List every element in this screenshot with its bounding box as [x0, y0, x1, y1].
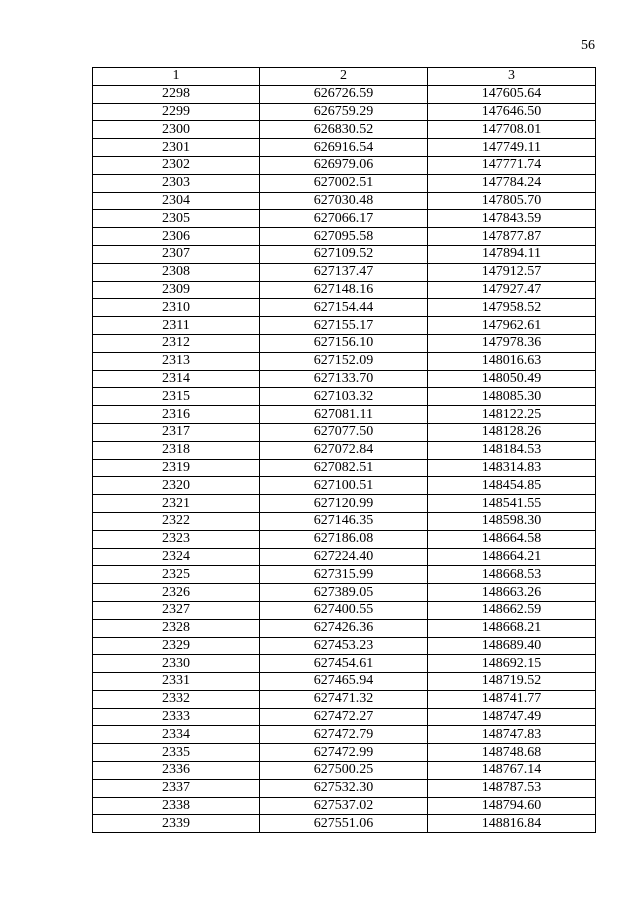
point-number-cell: 2319: [93, 459, 260, 477]
point-number-cell: 2315: [93, 388, 260, 406]
point-number-cell: 2305: [93, 210, 260, 228]
point-number-cell: 2333: [93, 708, 260, 726]
table-row: [93, 174, 596, 192]
table-row: [93, 762, 596, 780]
x-coordinate-cell: 627095.58: [260, 228, 428, 246]
table-row: [93, 815, 596, 833]
x-coordinate-cell: 627471.32: [260, 690, 428, 708]
x-coordinate-cell: 627072.84: [260, 441, 428, 459]
point-number-cell: 2336: [93, 762, 260, 780]
table-row: [93, 744, 596, 762]
y-coordinate-cell: 148668.53: [428, 566, 596, 584]
y-coordinate-cell: 148085.30: [428, 388, 596, 406]
y-coordinate-cell: 147749.11: [428, 139, 596, 157]
y-coordinate-cell: 148741.77: [428, 690, 596, 708]
column-header-2: 2: [260, 68, 428, 86]
x-coordinate-cell: 627152.09: [260, 352, 428, 370]
y-coordinate-cell: 147958.52: [428, 299, 596, 317]
table-row: [93, 192, 596, 210]
point-number-cell: 2312: [93, 334, 260, 352]
point-number-cell: 2317: [93, 423, 260, 441]
point-number-cell: 2322: [93, 512, 260, 530]
x-coordinate-cell: 627148.16: [260, 281, 428, 299]
point-number-cell: 2327: [93, 601, 260, 619]
y-coordinate-cell: 148767.14: [428, 762, 596, 780]
x-coordinate-cell: 627066.17: [260, 210, 428, 228]
y-coordinate-cell: 147843.59: [428, 210, 596, 228]
table-row: [93, 317, 596, 335]
y-coordinate-cell: 147646.50: [428, 103, 596, 121]
point-number-cell: 2331: [93, 673, 260, 691]
table-row: [93, 619, 596, 637]
x-coordinate-cell: 627137.47: [260, 263, 428, 281]
x-coordinate-cell: 627081.11: [260, 406, 428, 424]
point-number-cell: 2324: [93, 548, 260, 566]
point-number-cell: 2316: [93, 406, 260, 424]
point-number-cell: 2307: [93, 245, 260, 263]
table-row: [93, 673, 596, 691]
point-number-cell: 2298: [93, 85, 260, 103]
y-coordinate-cell: 148664.21: [428, 548, 596, 566]
x-coordinate-cell: 627030.48: [260, 192, 428, 210]
y-coordinate-cell: 148050.49: [428, 370, 596, 388]
table-row: [93, 388, 596, 406]
x-coordinate-cell: 627154.44: [260, 299, 428, 317]
table-row: [93, 299, 596, 317]
y-coordinate-cell: 148787.53: [428, 779, 596, 797]
table-row: [93, 548, 596, 566]
y-coordinate-cell: 148541.55: [428, 495, 596, 513]
y-coordinate-cell: 148122.25: [428, 406, 596, 424]
y-coordinate-cell: 148663.26: [428, 584, 596, 602]
y-coordinate-cell: 147771.74: [428, 156, 596, 174]
x-coordinate-cell: 627537.02: [260, 797, 428, 815]
table-row: [93, 245, 596, 263]
y-coordinate-cell: 148747.83: [428, 726, 596, 744]
y-coordinate-cell: 148748.68: [428, 744, 596, 762]
point-number-cell: 2339: [93, 815, 260, 833]
x-coordinate-cell: 627454.61: [260, 655, 428, 673]
page-number: 56: [581, 38, 595, 53]
x-coordinate-cell: 627082.51: [260, 459, 428, 477]
table-row: [93, 566, 596, 584]
point-number-cell: 2335: [93, 744, 260, 762]
x-coordinate-cell: 627426.36: [260, 619, 428, 637]
y-coordinate-cell: 147978.36: [428, 334, 596, 352]
y-coordinate-cell: 147912.57: [428, 263, 596, 281]
x-coordinate-cell: 627103.32: [260, 388, 428, 406]
point-number-cell: 2304: [93, 192, 260, 210]
table-row: [93, 441, 596, 459]
table-row: [93, 459, 596, 477]
point-number-cell: 2334: [93, 726, 260, 744]
coordinates-table: [92, 67, 596, 833]
point-number-cell: 2326: [93, 584, 260, 602]
table-row: [93, 708, 596, 726]
x-coordinate-cell: 627156.10: [260, 334, 428, 352]
point-number-cell: 2299: [93, 103, 260, 121]
point-number-cell: 2311: [93, 317, 260, 335]
point-number-cell: 2309: [93, 281, 260, 299]
table-row: [93, 103, 596, 121]
table-row: [93, 370, 596, 388]
column-header-3: 3: [428, 68, 596, 86]
point-number-cell: 2308: [93, 263, 260, 281]
table-row: [93, 601, 596, 619]
y-coordinate-cell: 148668.21: [428, 619, 596, 637]
x-coordinate-cell: 627133.70: [260, 370, 428, 388]
table-row: [93, 352, 596, 370]
x-coordinate-cell: 627465.94: [260, 673, 428, 691]
table-row: [93, 512, 596, 530]
table-row: [93, 495, 596, 513]
x-coordinate-cell: 627400.55: [260, 601, 428, 619]
point-number-cell: 2338: [93, 797, 260, 815]
x-coordinate-cell: 627472.99: [260, 744, 428, 762]
y-coordinate-cell: 147894.11: [428, 245, 596, 263]
point-number-cell: 2329: [93, 637, 260, 655]
point-number-cell: 2332: [93, 690, 260, 708]
x-coordinate-cell: 626726.59: [260, 85, 428, 103]
y-coordinate-cell: 147708.01: [428, 121, 596, 139]
y-coordinate-cell: 148719.52: [428, 673, 596, 691]
y-coordinate-cell: 147962.61: [428, 317, 596, 335]
y-coordinate-cell: 148314.83: [428, 459, 596, 477]
point-number-cell: 2330: [93, 655, 260, 673]
table-body: [93, 85, 596, 832]
point-number-cell: 2302: [93, 156, 260, 174]
x-coordinate-cell: 626759.29: [260, 103, 428, 121]
table-row: [93, 85, 596, 103]
x-coordinate-cell: 627146.35: [260, 512, 428, 530]
point-number-cell: 2325: [93, 566, 260, 584]
x-coordinate-cell: 627077.50: [260, 423, 428, 441]
point-number-cell: 2320: [93, 477, 260, 495]
x-coordinate-cell: 627155.17: [260, 317, 428, 335]
table-row: [93, 139, 596, 157]
table-row: [93, 726, 596, 744]
y-coordinate-cell: 147877.87: [428, 228, 596, 246]
x-coordinate-cell: 626916.54: [260, 139, 428, 157]
table-row: [93, 477, 596, 495]
y-coordinate-cell: 148692.15: [428, 655, 596, 673]
x-coordinate-cell: 627500.25: [260, 762, 428, 780]
point-number-cell: 2310: [93, 299, 260, 317]
x-coordinate-cell: 627120.99: [260, 495, 428, 513]
point-number-cell: 2306: [93, 228, 260, 246]
table-row: [93, 334, 596, 352]
y-coordinate-cell: 148128.26: [428, 423, 596, 441]
point-number-cell: 2314: [93, 370, 260, 388]
y-coordinate-cell: 148598.30: [428, 512, 596, 530]
x-coordinate-cell: 627453.23: [260, 637, 428, 655]
x-coordinate-cell: 627002.51: [260, 174, 428, 192]
table-row: [93, 690, 596, 708]
x-coordinate-cell: 627109.52: [260, 245, 428, 263]
y-coordinate-cell: 148794.60: [428, 797, 596, 815]
point-number-cell: 2323: [93, 530, 260, 548]
x-coordinate-cell: 627472.79: [260, 726, 428, 744]
x-coordinate-cell: 627186.08: [260, 530, 428, 548]
point-number-cell: 2328: [93, 619, 260, 637]
table-row: [93, 281, 596, 299]
x-coordinate-cell: 627551.06: [260, 815, 428, 833]
x-coordinate-cell: 627389.05: [260, 584, 428, 602]
y-coordinate-cell: 148747.49: [428, 708, 596, 726]
table-row: [93, 406, 596, 424]
table-row: [93, 210, 596, 228]
table-row: [93, 423, 596, 441]
table-row: [93, 655, 596, 673]
y-coordinate-cell: 148454.85: [428, 477, 596, 495]
point-number-cell: 2301: [93, 139, 260, 157]
x-coordinate-cell: 627472.27: [260, 708, 428, 726]
table-row: [93, 584, 596, 602]
point-number-cell: 2303: [93, 174, 260, 192]
table-row: [93, 228, 596, 246]
table-row: [93, 797, 596, 815]
point-number-cell: 2318: [93, 441, 260, 459]
table-row: [93, 156, 596, 174]
point-number-cell: 2300: [93, 121, 260, 139]
x-coordinate-cell: 627315.99: [260, 566, 428, 584]
x-coordinate-cell: 626979.06: [260, 156, 428, 174]
x-coordinate-cell: 627224.40: [260, 548, 428, 566]
point-number-cell: 2321: [93, 495, 260, 513]
point-number-cell: 2313: [93, 352, 260, 370]
table-row: [93, 637, 596, 655]
x-coordinate-cell: 627532.30: [260, 779, 428, 797]
y-coordinate-cell: 148816.84: [428, 815, 596, 833]
y-coordinate-cell: 147784.24: [428, 174, 596, 192]
y-coordinate-cell: 148689.40: [428, 637, 596, 655]
point-number-cell: 2337: [93, 779, 260, 797]
y-coordinate-cell: 147927.47: [428, 281, 596, 299]
column-header-1: 1: [93, 68, 260, 86]
x-coordinate-cell: 627100.51: [260, 477, 428, 495]
x-coordinate-cell: 626830.52: [260, 121, 428, 139]
y-coordinate-cell: 148016.63: [428, 352, 596, 370]
y-coordinate-cell: 148664.58: [428, 530, 596, 548]
y-coordinate-cell: 147805.70: [428, 192, 596, 210]
table-row: [93, 121, 596, 139]
y-coordinate-cell: 148662.59: [428, 601, 596, 619]
y-coordinate-cell: 148184.53: [428, 441, 596, 459]
table-header-row: [93, 68, 596, 86]
table-row: [93, 779, 596, 797]
table-row: [93, 263, 596, 281]
table-row: [93, 530, 596, 548]
y-coordinate-cell: 147605.64: [428, 85, 596, 103]
